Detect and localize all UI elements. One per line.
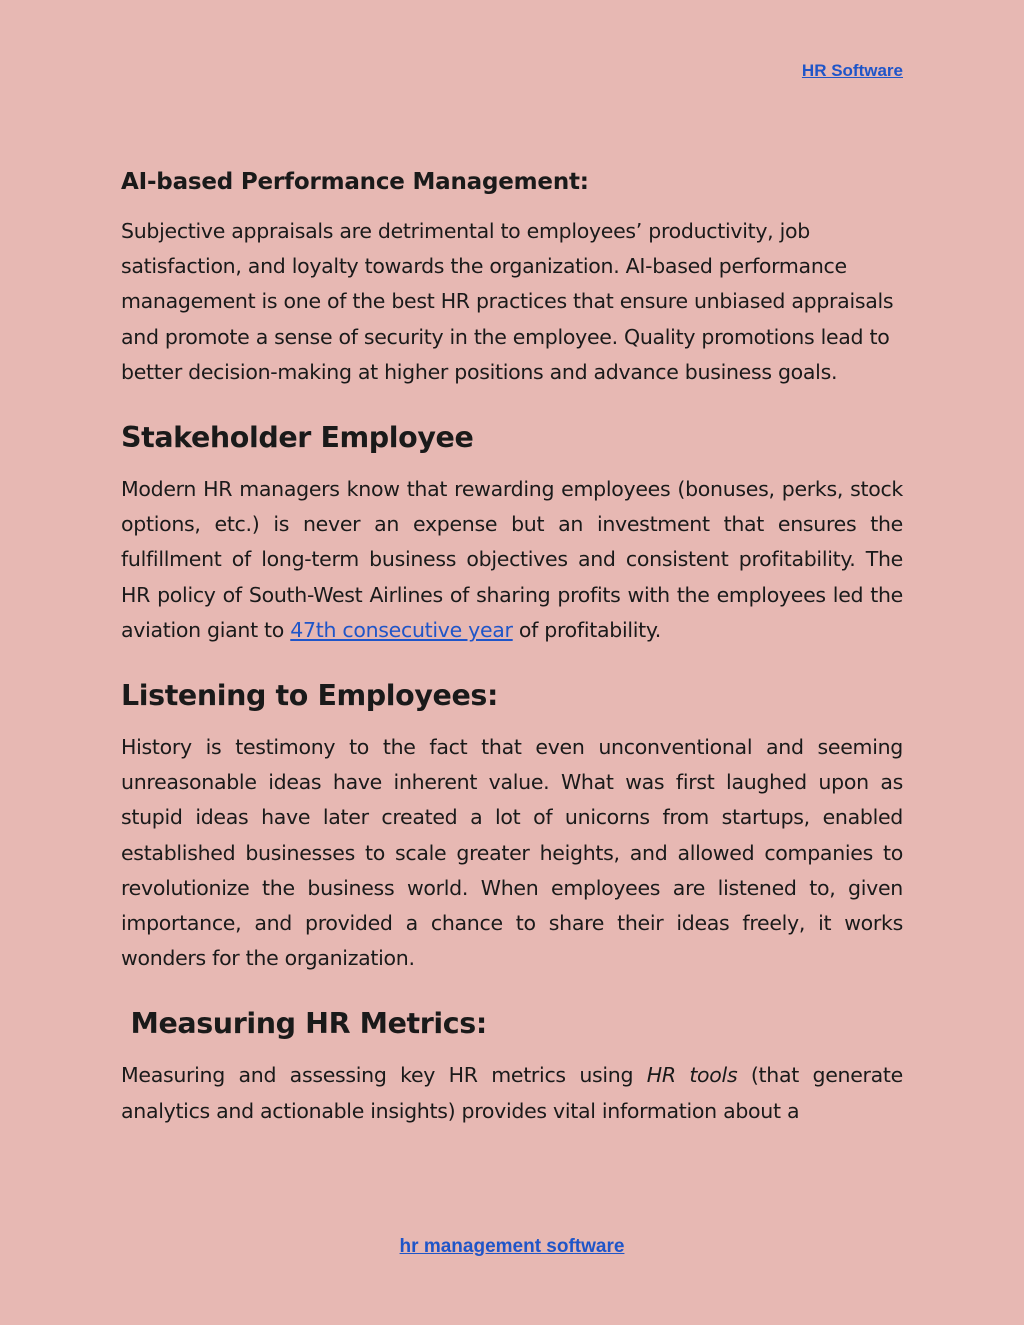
paragraph-performance: Subjective appraisals are detrimental to employees’ productivity, job satisfaction, and loyalty towards the organization. AI-based performance management is one of the best HR practices that ensure unbiased appraisals and promote a sense of security in the employee. Quality promotions lead to better decision-making at higher positions and advance business goals.	[121, 219, 894, 384]
document-body	[121, 164, 903, 1129]
footer	[0, 1236, 1024, 1258]
paragraph-listening: History is testimony to the fact that even unconventional and seeming unreasonable ideas have inherent value. What was first laughed upon as stupid ideas have later created a lot of unicorns from startups, enabled established businesses to scale greater heights, and allowed companies to revolutionize the business world. When employees are listened to, given importance, and provided a chance to share their ideas freely, it works wonders for the organization.	[121, 735, 903, 971]
section-heading-performance: AI-based Performance Management:	[121, 169, 589, 195]
paragraph-text: Modern HR managers know that rewarding employees (bonuses, perks, stock options, etc.) is never an expense but an investment that ensures the fulfillment of long-term business objectives and consistent profitability. The HR policy of South-West Airlines of sharing profits with the employees led the aviation giant to	[121, 477, 903, 642]
paragraph-text: of profitability.	[512, 617, 662, 642]
section-heading-listening: Listening to Employees:	[121, 679, 498, 713]
consecutive-year-link[interactable]: 47th consecutive year	[290, 617, 513, 642]
section-heading-stakeholder: Stakeholder Employee	[121, 421, 474, 455]
paragraph-metrics	[121, 1058, 903, 1128]
paragraph-text: Measuring and assessing key HR metrics using	[121, 1063, 647, 1088]
paragraph-text: (that generate analytics and actionable insights) provides vital information about a	[121, 1063, 903, 1123]
paragraph-stakeholder	[121, 472, 903, 648]
section-heading-metrics: Measuring HR Metrics:	[121, 1007, 487, 1041]
hr-software-link[interactable]: HR Software	[801, 61, 903, 80]
hr-tools-emphasis: HR tools	[646, 1063, 738, 1088]
hr-management-software-link[interactable]: hr management software	[399, 1236, 625, 1257]
